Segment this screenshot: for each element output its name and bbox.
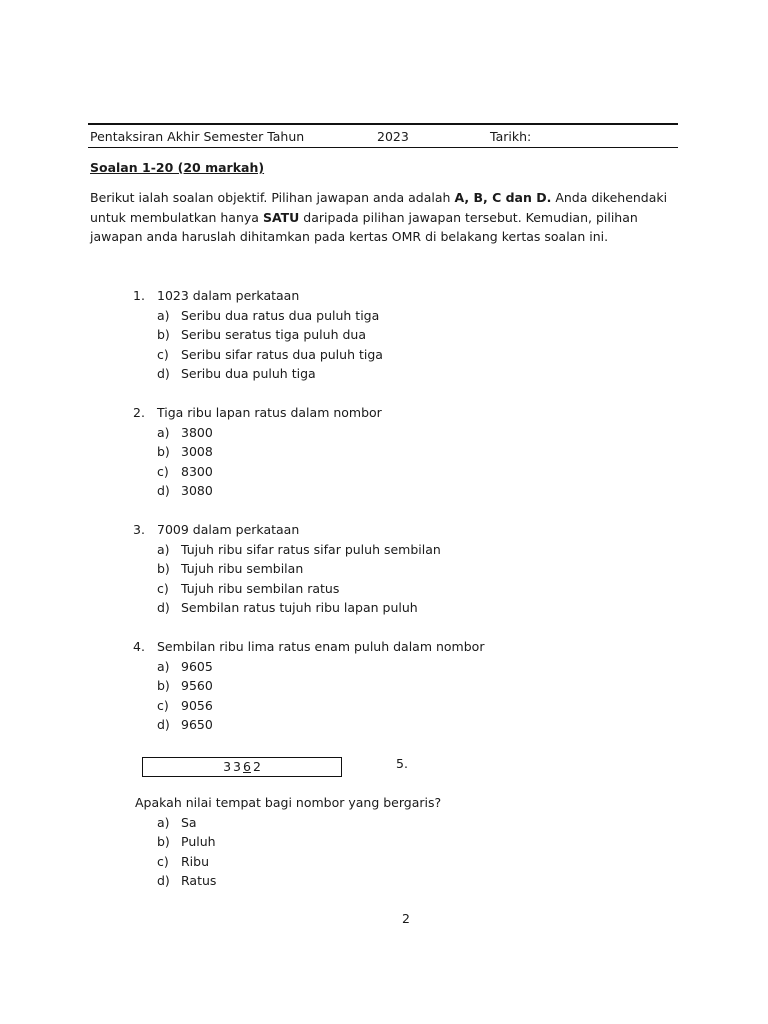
section-heading: Soalan 1-20 (20 markah) [90,160,265,175]
option-letter: c) [157,463,169,479]
option-d[interactable] [133,481,382,501]
option-text: 3080 [181,483,213,498]
option-c[interactable] [133,696,484,716]
question-stem [133,520,441,540]
digit: 3 [233,759,241,774]
option-letter: c) [157,346,169,362]
underlined-digit: 6 [243,759,251,774]
option-text: 9560 [181,678,213,693]
option-text: 9605 [181,658,213,674]
question-text: Tiga ribu lapan ratus dalam nombor [157,405,382,420]
option-letter: d) [157,873,170,888]
instructions-bold-satu: SATU [262,209,300,225]
option-list [133,306,383,384]
question-text: 7009 dalam perkataan [157,522,300,537]
question-number: 4. [133,639,145,654]
exam-year: 2023 [377,129,409,144]
question-stem [133,403,382,423]
option-b[interactable] [135,832,441,852]
option-text: Puluh [181,834,216,849]
question-text: Apakah nilai tempat bagi nombor yang bergaris? [135,795,442,810]
option-list [133,657,484,735]
instructions-paragraph [90,188,680,247]
option-text: Seribu dua puluh tiga [181,366,316,381]
option-a[interactable] [133,540,441,560]
option-b[interactable] [133,559,441,579]
option-list [135,813,441,891]
digit: 2 [252,759,261,774]
question-number: 1. [133,288,145,303]
date-label: Tarikh: [490,129,532,144]
option-text: 9650 [181,717,213,732]
option-text: 3008 [181,444,213,459]
option-letter: a) [157,814,170,830]
option-letter: b) [157,834,170,849]
option-list [133,423,382,501]
option-letter: a) [157,424,170,440]
question-text: 1023 dalam perkataan [157,288,300,303]
option-letter: b) [157,327,170,342]
instructions-bold-choices: A, B, C dan D. [454,190,552,205]
question-text: Sembilan ribu lima ratus enam puluh dalam nombor [157,639,485,654]
option-text: Seribu dua ratus dua puluh tiga [181,307,380,323]
question-stem [133,286,383,306]
option-text: Seribu seratus tiga puluh dua [181,327,366,342]
question-2 [133,403,382,501]
option-letter: c) [157,580,169,596]
option-a[interactable] [133,657,484,677]
option-letter: d) [157,717,170,732]
question-number: 2. [133,405,145,420]
option-c[interactable] [133,579,441,599]
option-letter: c) [157,853,169,869]
option-letter: d) [157,483,170,498]
exam-title: Pentaksiran Akhir Semester Tahun [90,129,305,144]
option-list [133,540,441,618]
option-text: Sa [181,814,197,830]
instructions-text-1: Berikut ialah soalan objektif. Pilihan jawapan anda adalah [90,190,455,205]
option-c[interactable] [135,852,441,872]
option-text: Ribu [181,853,210,869]
option-text: Ratus [181,873,217,888]
option-c[interactable] [133,462,382,482]
option-b[interactable] [133,676,484,696]
option-d[interactable] [135,871,441,891]
option-letter: d) [157,366,170,381]
question-number: 3. [133,522,145,537]
instructions-text-3: daripada pilihan jawapan tersebut. Kemudian, pilihan jawapan anda haruslah dihitamkan pada kertas OMR di belakang kertas soalan ini. [90,209,638,244]
option-letter: d) [157,600,170,615]
option-text: 8300 [181,463,213,479]
question-1 [133,286,383,384]
option-b[interactable] [133,442,382,462]
option-text: 3800 [181,424,213,440]
option-text: Tujuh ribu sembilan [181,561,304,576]
option-letter: a) [157,307,170,323]
digit: 3 [223,759,232,774]
instructions-text-2: Anda dikehendaki untuk membulatkan hanya [90,190,668,225]
question-3 [133,520,441,618]
option-letter: b) [157,561,170,576]
option-text: Tujuh ribu sifar ratus sifar puluh sembilan [181,541,441,557]
option-letter: b) [157,444,170,459]
option-d[interactable] [133,364,383,384]
exam-header [88,123,678,148]
question-stem [133,637,484,657]
option-text: Tujuh ribu sembilan ratus [181,580,340,596]
option-text: 9056 [181,697,213,713]
option-text: Seribu sifar ratus dua puluh tiga [181,346,383,362]
option-letter: a) [157,658,170,674]
question-5-number: 5. [396,756,408,771]
option-d[interactable] [133,598,441,618]
option-text: Sembilan ratus tujuh ribu lapan puluh [181,600,418,615]
question-5 [135,793,441,891]
question-4 [133,637,484,735]
option-letter: b) [157,678,170,693]
option-c[interactable] [133,345,383,365]
page-number: 2 [402,911,410,926]
option-d[interactable] [133,715,484,735]
option-letter: a) [157,541,170,557]
option-a[interactable] [135,813,441,833]
number-box [142,757,342,777]
option-b[interactable] [133,325,383,345]
option-a[interactable] [133,306,383,326]
option-letter: c) [157,697,169,713]
option-a[interactable] [133,423,382,443]
